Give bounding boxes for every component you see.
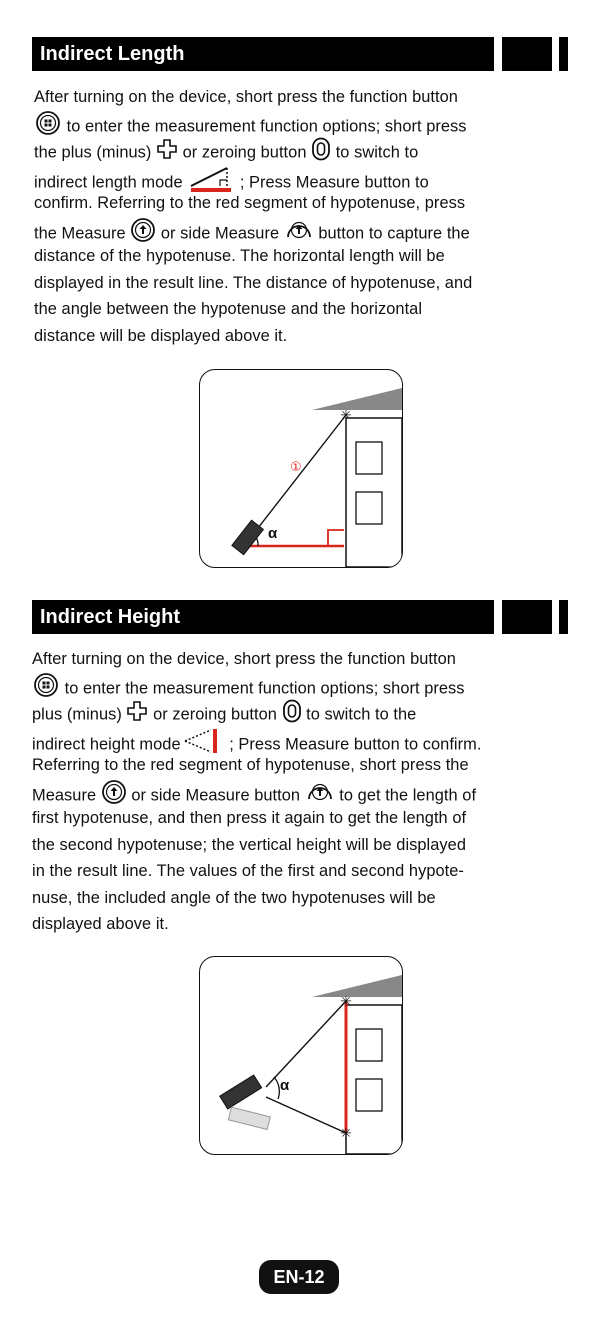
text-line: the angle between the hypotenuse and the horizontal [34,300,423,318]
header-block [502,37,552,71]
text-line: indirect length mode ; Press Measure button to [34,164,574,191]
text-line: plus (minus) or zeroing button to switch to the [32,699,572,726]
text-line: After turning on the device, short press the function button [32,650,456,668]
text-line: distance will be displayed above it. [34,326,288,345]
section-title: Indirect Height [40,606,181,628]
svg-text:✳: ✳ [340,1125,352,1141]
text-line: first hypotenuse, and then press it again to get the length of [32,809,467,827]
page-number-badge: EN-12 [259,1260,339,1294]
indirect-length-diagram [199,369,403,568]
text-line: displayed in the result line. The distance of hypotenuse, and [34,273,473,292]
text-line: distance of the hypotenuse. The horizontal length will be [34,247,445,265]
svg-text:✳: ✳ [340,993,352,1009]
section-header-indirect-length [32,37,568,71]
text-line: indirect height mode ; Press Measure button to confirm. [32,726,572,753]
section-header-indirect-height [32,600,568,634]
indirect-length-instructions [34,84,574,349]
text-line: the plus (minus) or zeroing button to switch to [34,137,574,164]
svg-text:✳: ✳ [340,407,352,423]
header-block [559,37,568,71]
text-line: the second hypotenuse; the vertical height will be displayed [32,835,466,854]
text-line: to enter the measurement function options; short press [34,111,574,138]
text-line: displayed above it. [32,915,169,933]
indirect-height-diagram [199,956,403,1155]
text-line: the Measure or side Measure button to capture the [34,217,574,244]
text-line: in the result line. The values of the first and second hypote- [32,862,464,880]
text-line: After turning on the device, short press the function button [34,88,458,106]
text-line: Referring to the red segment of hypotenuse, short press the [32,756,469,774]
text-line: to enter the measurement function options; short press [32,673,572,700]
text-line: Measure or side Measure button to get the length of [32,779,572,806]
angle-label: α [268,525,278,542]
indirect-height-instructions [32,646,572,938]
text-line: confirm. Referring to the red segment of hypotenuse, press [34,194,466,212]
angle-label: α [280,1077,290,1094]
text-line: nuse, the included angle of the two hypotenuses will be [32,888,436,907]
point-label: ① [290,460,302,475]
header-block [502,600,552,634]
header-block [559,600,568,634]
section-title: Indirect Length [40,43,185,65]
